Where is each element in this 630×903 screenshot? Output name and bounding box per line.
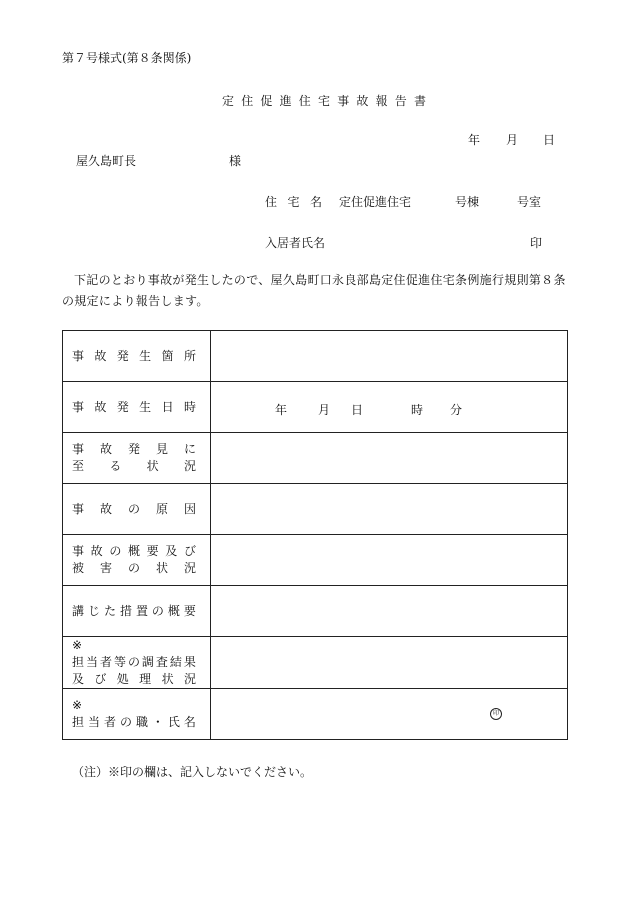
label-char: び [94,672,107,686]
body-text: 下記のとおり事故が発生したので、屋久島町口永良部島定住促進住宅条例施行規則第８条の規定により報告します。 [62,273,566,308]
label-char: 結 [169,655,182,669]
row-value-field[interactable] [211,689,568,740]
label-char: ・ [151,715,164,729]
row-value-field[interactable] [211,586,568,637]
label-char: 故 [90,544,103,558]
label-char: 講 [72,603,85,618]
label-char: 事 [72,501,85,516]
label-char: 生 [139,399,152,414]
label-char: 等 [113,655,126,669]
resident-name-label: 入居者氏名 [265,236,326,250]
row-label [63,637,211,689]
label-char: 況 [183,672,196,686]
row-label-line [72,560,196,577]
date-month-label: 月 [506,133,519,147]
datetime-month-label: 月 [318,403,331,417]
label-char: 及 [165,544,178,558]
row-label [63,433,211,484]
row-label-line [72,348,196,365]
label-char: 及 [72,672,85,686]
document-title: 定住促進住宅事故報告書 [222,94,434,108]
label-char: じ [87,603,100,618]
label-char: た [103,603,116,618]
address-value: 定住促進住宅 [339,195,412,209]
label-char: 当 [85,655,98,669]
label-char: 概 [167,603,180,618]
datetime-minute-label: 分 [450,403,463,417]
label-char: 要 [146,544,159,558]
label-char: 故 [94,348,107,363]
building-number-suffix: 号棟 [455,195,480,209]
label-char: 況 [183,561,196,575]
label-char: の [127,655,140,669]
row-value-field[interactable] [211,535,568,586]
form-number: 第７号様式(第８条関係) [62,51,192,65]
label-char: 至 [72,459,85,473]
label-char: 原 [155,501,168,516]
row-label-line [72,458,196,475]
table-row [63,586,568,637]
datetime-year-label: 年 [275,403,288,417]
label-char: の [151,603,164,618]
label-char: 害 [99,561,112,575]
label-char: の [127,501,140,516]
label-char: 日 [161,399,174,414]
row-value-field[interactable] [211,331,568,382]
row-label-line [72,654,196,671]
label-char: の [119,715,132,729]
row-label-line [72,543,196,560]
label-char: 発 [127,442,140,456]
label-char: 氏 [167,715,180,729]
label-char: 発 [116,399,129,414]
label-char: 発 [116,348,129,363]
label-char: 調 [141,655,154,669]
room-number-suffix: 号室 [517,195,542,209]
row-label-line [72,501,196,518]
row-label-line [72,714,196,731]
row-value-field[interactable] [211,433,568,484]
table-row [63,535,568,586]
date-year-label: 年 [468,133,481,147]
row-label [63,689,211,740]
label-char: 概 [127,544,140,558]
addressee-name: 屋久島町長 [76,154,137,168]
label-char: 事 [72,442,85,456]
row-label [63,586,211,637]
datetime-day-label: 日 [351,403,364,417]
row-label-line [72,441,196,458]
label-char: 当 [87,715,100,729]
label-char: る [109,459,122,473]
table-row [63,484,568,535]
label-char: 職 [135,715,148,729]
label-char: 因 [183,501,196,516]
report-table [62,330,568,740]
label-char: び [183,544,196,558]
label-char: 果 [183,655,196,669]
label-char: 故 [99,442,112,456]
address-label: 住 宅 名 [265,195,323,209]
label-char: 箇 [161,348,174,363]
label-char: 処 [116,672,129,686]
label-char: 査 [155,655,168,669]
label-char: 状 [146,459,159,473]
table-row [63,689,568,740]
label-char: 故 [94,399,107,414]
staff-only-mark: ※ [72,698,83,712]
staff-seal-mark: 印 [490,708,502,720]
label-char: 置 [135,603,148,618]
row-label-line [72,603,196,620]
row-label [63,484,211,535]
label-char: 被 [72,561,85,575]
label-char: 所 [183,348,196,363]
date-day-label: 日 [543,133,556,147]
label-char: 況 [183,459,196,473]
label-char: 事 [72,544,85,558]
label-char: 担 [72,715,85,729]
row-label [63,535,211,586]
label-char: 要 [183,603,196,618]
label-char: 理 [139,672,152,686]
label-char: 者 [99,655,112,669]
datetime-hour-label: 時 [411,403,424,417]
label-char: 生 [139,348,152,363]
label-char: 状 [161,672,174,686]
table-row [63,382,568,433]
row-label-line [72,671,196,688]
label-char: 担 [72,655,85,669]
table-row [63,331,568,382]
label-char: 故 [99,501,112,516]
label-char: 者 [103,715,116,729]
resident-seal-mark: 印 [530,236,543,250]
table-row [63,637,568,689]
addressee-honorific: 様 [229,154,242,168]
label-char: 時 [183,399,196,414]
label-char: 措 [119,603,132,618]
label-char: 状 [155,561,168,575]
staff-only-mark: ※ [72,638,83,652]
row-label [63,382,211,433]
row-value-field[interactable] [211,484,568,535]
row-value-field[interactable] [211,382,568,433]
label-char: 見 [155,442,168,456]
row-value-field[interactable] [211,637,568,689]
label-char: の [109,544,122,558]
footnote: （注）※印の欄は、記入しないでください。 [72,765,313,779]
label-char: 事 [72,399,85,414]
table-row [63,433,568,484]
label-char: 事 [72,348,85,363]
row-label-line [72,399,196,416]
row-label [63,331,211,382]
label-char: に [183,442,196,456]
label-char: 名 [183,715,196,729]
label-char: の [127,561,140,575]
